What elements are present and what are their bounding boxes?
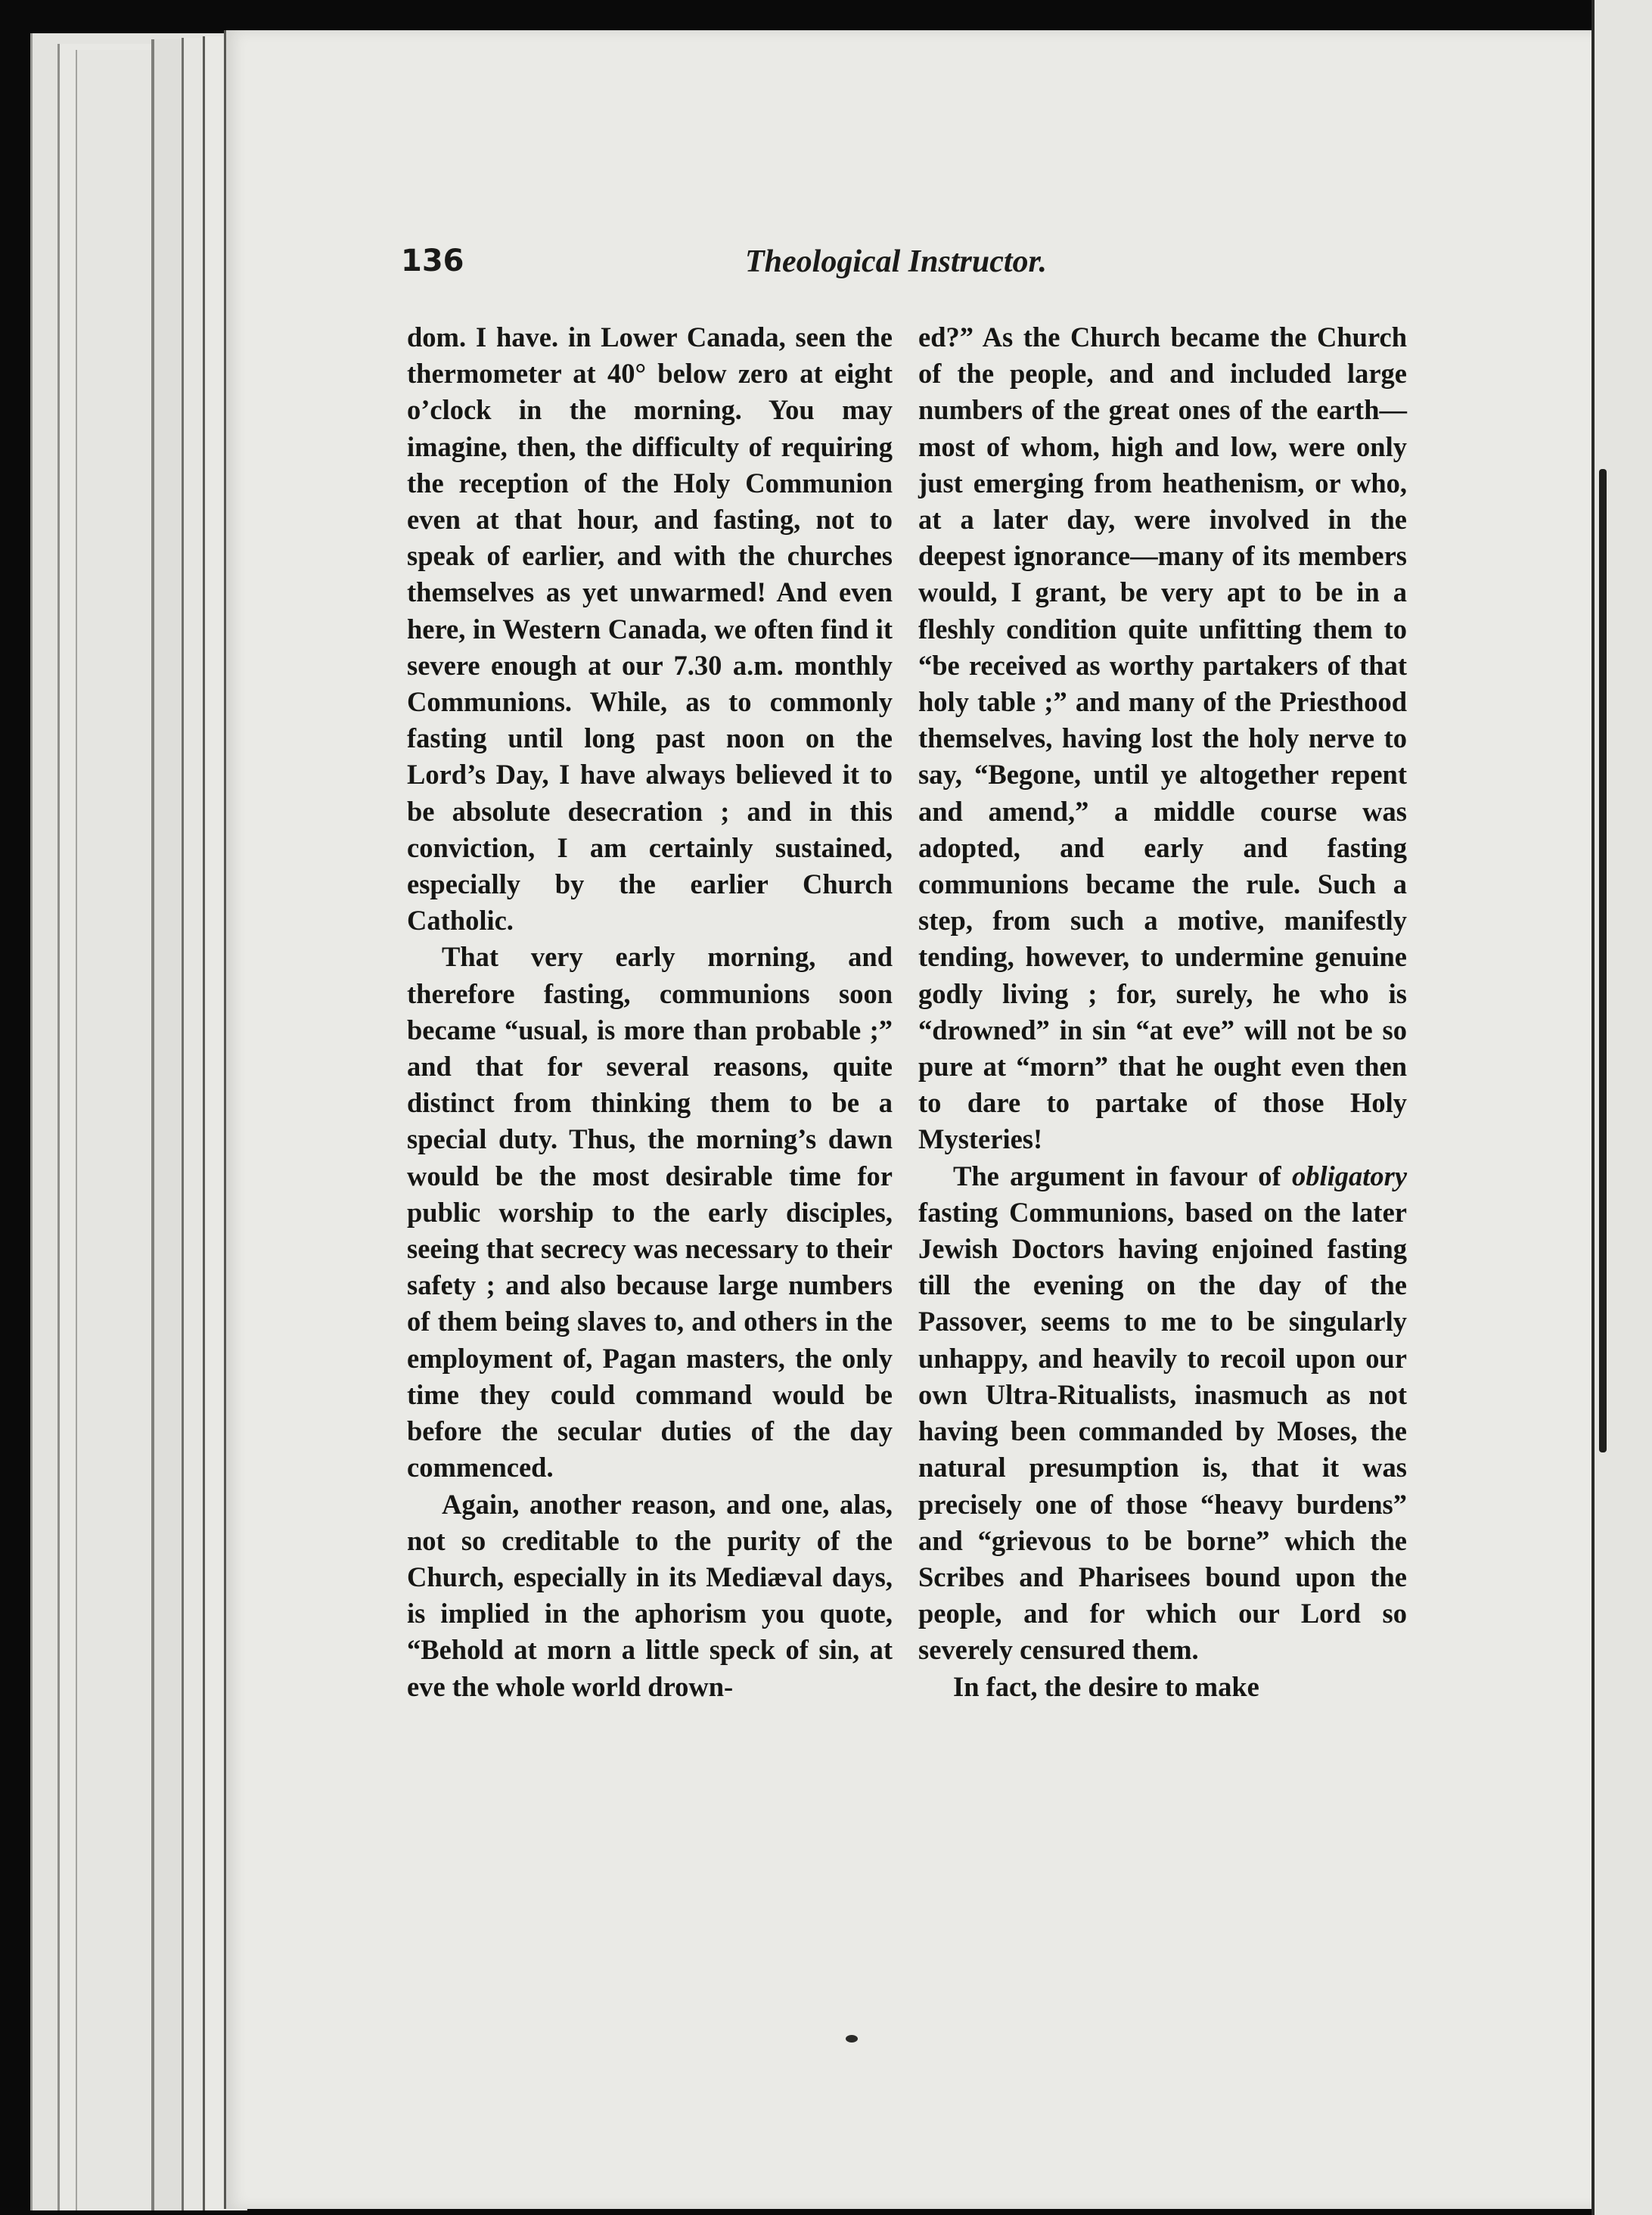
paragraph bbox=[918, 1158, 1407, 1669]
binding-shadow bbox=[1599, 469, 1607, 1452]
paragraph: dom. I have. in Lower Canada, seen the thermometer at 40° below zero at eight o’clock in the morning. You may imagine, then, the difficulty of requiring the reception of the Holy Communion even at that hour, and fasting, not to speak of earlier, and with the churches themselves as yet unwarmed! And even here, in Western Canada, we often find it severe enough at our 7.30 a.m. monthly Communions. While, as to commonly fasting until long past noon on the Lord’s Day, I have always believed it to be absolute desecration ; and in this conviction, I am certainly sustained, especially by the earlier Church Catholic. bbox=[407, 322, 893, 937]
paragraph: In fact, the desire to make bbox=[953, 1670, 1259, 1702]
running-head bbox=[401, 244, 1414, 286]
paragraph-lead: The argument in favour of bbox=[953, 1160, 1281, 1191]
right-column bbox=[918, 319, 1407, 1705]
ink-speck bbox=[846, 2035, 858, 2043]
left-column bbox=[407, 319, 893, 1705]
running-title: Theological Instructor. bbox=[745, 244, 1048, 279]
paragraph: ed?” As the Church became the Church of the people, and and included large numbers of the great ones of the earth—most of whom, high and low, were only just emerging from heathenism, or who, at a later day, were involved in the deepest ignorance—many of its members would, I grant, be very apt to be in a fleshly condition quite unfitting them to “be received as worthy partakers of that holy table ;” and many of the Priesthood themselves, having lost the holy nerve to say, “Begone, until ye altogether repent and amend,” a middle course was adopted, and early and fasting communions became the rule. Such a step, from such a motive, manifestly tending, however, to undermine genuine godly living ; for, surely, he who is “drowned” in sin “at eve” will not be so pure at “morn” that he ought even then to dare to partake of those Holy Mysteries! bbox=[918, 322, 1407, 1155]
paragraph-rest: fasting Communions, based on the later Jewish Doctors having enjoined fasting till the evening on the day of the Passover, seems to me to be singularly unhappy, and heavily to recoil upon our own Ultra-Ritualists, inasmuch as not having been commanded by Moses, the natural presumption is, that it was precisely one of those “heavy burdens” and “grievous to be borne” which the Scribes and Pharisees bound upon the people, and for which our Lord so severely censured them. bbox=[918, 1196, 1407, 1666]
facing-page-edge bbox=[1591, 0, 1652, 2215]
paragraph: Again, another reason, and one, alas, not so creditable to the purity of the Church, especially in its Mediæval days, is implied in the aphorism you quote, “Behold at morn a little speck of sin, at eve the whole world drown- bbox=[407, 1488, 893, 1702]
emphasized-word: obligatory bbox=[1291, 1160, 1408, 1191]
paragraph: That very early morning, and therefore fasting, communions soon became “usual, is more than probable ;” and that for several reasons, quite distinct from thinking them to be a special duty. Thus, the morning’s dawn would be the most desirable time for public worship to the early disciples, seeing that secrecy was necessary to their safety ; and also because large numbers of them being slaves to, and others in the employment of, Pagan masters, the only time they could command would be before the secular duties of the day commenced. bbox=[407, 941, 893, 1483]
page-number: 136 bbox=[401, 244, 464, 278]
